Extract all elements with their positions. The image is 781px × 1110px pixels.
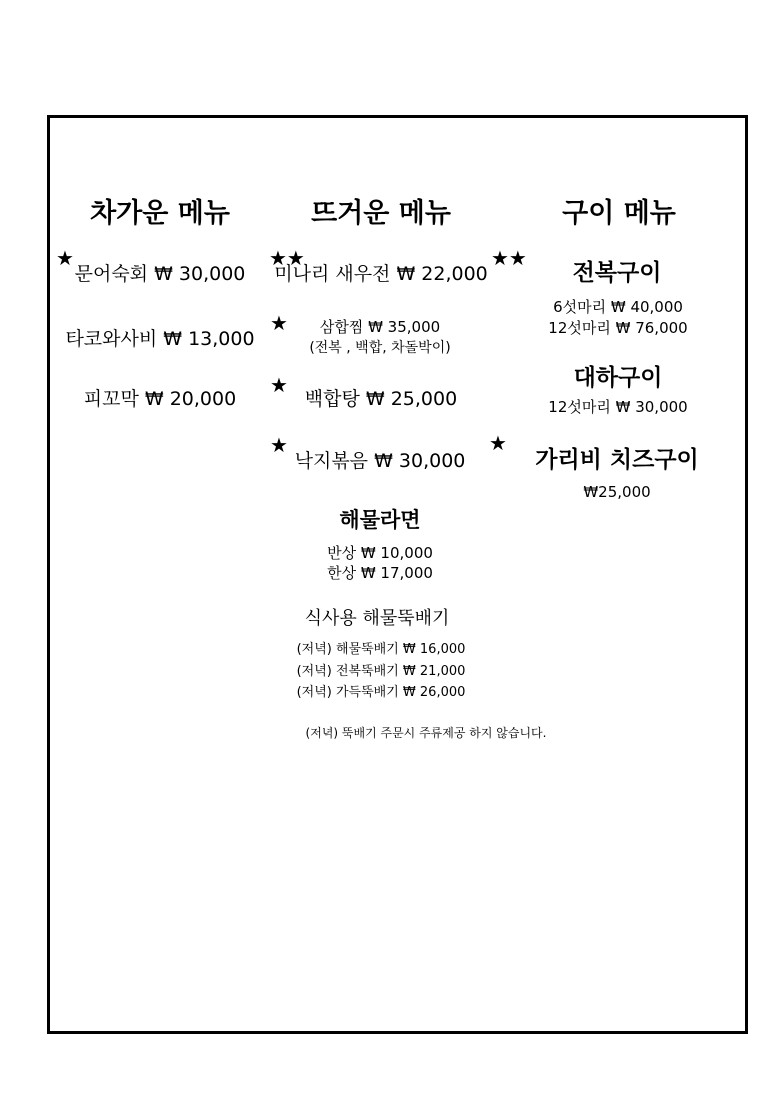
grill-abalone-price-12: 12섯마리 ₩ 76,000 <box>548 319 688 337</box>
menu-item-shrimp-pancake: 미나리 새우전 ₩ 22,000 <box>274 263 488 285</box>
menu-item-clam-soup: 백합탕 ₩ 25,000 <box>304 388 458 410</box>
grill-menu-heading: 구이 메뉴 <box>562 198 676 229</box>
star-icon: ★ <box>489 431 507 455</box>
ramen-price-full: 한상 ₩ 17,000 <box>327 564 433 582</box>
grill-scallop-title: 가리비 치즈구이 <box>535 447 699 473</box>
star-icon: ★ <box>270 433 288 457</box>
grill-abalone-price-6: 6섯마리 ₩ 40,000 <box>553 298 683 316</box>
grill-abalone-title: 전복구이 <box>572 260 662 286</box>
grill-prawn-price: 12섯마리 ₩ 30,000 <box>548 398 688 416</box>
menu-item-octopus: 문어숙회 ₩ 30,000 <box>74 263 246 285</box>
hot-menu-heading: 뜨거운 메뉴 <box>311 198 451 229</box>
grill-prawn-title: 대하구이 <box>573 365 663 391</box>
star-icon: ★ <box>270 373 288 397</box>
grill-scallop-price: ₩25,000 <box>583 483 651 501</box>
menu-item-samhap: 삼합찜 ₩ 35,000 <box>319 318 441 336</box>
menu-item-cockle: 피꼬막 ₩ 20,000 <box>83 388 237 410</box>
ttukbaegi-item-abalone: (저녁) 전복뚝배기 ₩ 21,000 <box>296 664 466 679</box>
star-icon: ★★ <box>269 246 305 270</box>
menu-item-tako-wasabi: 타코와사비 ₩ 13,000 <box>65 328 255 350</box>
ramen-price-half: 반상 ₩ 10,000 <box>327 544 433 562</box>
menu-item-nakji: 낙지볶음 ₩ 30,000 <box>294 450 466 472</box>
star-icon: ★ <box>270 311 288 335</box>
menu-item-samhap-note: (전복 , 백합, 차돌박이) <box>309 340 451 356</box>
ttukbaegi-notice: (저녁) 뚝배기 주문시 주류제공 하지 않습니다. <box>305 726 547 740</box>
ttukbaegi-title: 식사용 해물뚝배기 <box>304 608 450 629</box>
cold-menu-heading: 차가운 메뉴 <box>90 198 230 229</box>
ramen-title: 해물라면 <box>339 508 421 532</box>
ttukbaegi-item-seafood: (저녁) 해물뚝배기 ₩ 16,000 <box>296 642 466 657</box>
star-icon: ★★ <box>491 246 527 270</box>
ttukbaegi-item-full: (저녁) 가득뚝배기 ₩ 26,000 <box>296 685 466 700</box>
star-icon: ★ <box>56 246 74 270</box>
